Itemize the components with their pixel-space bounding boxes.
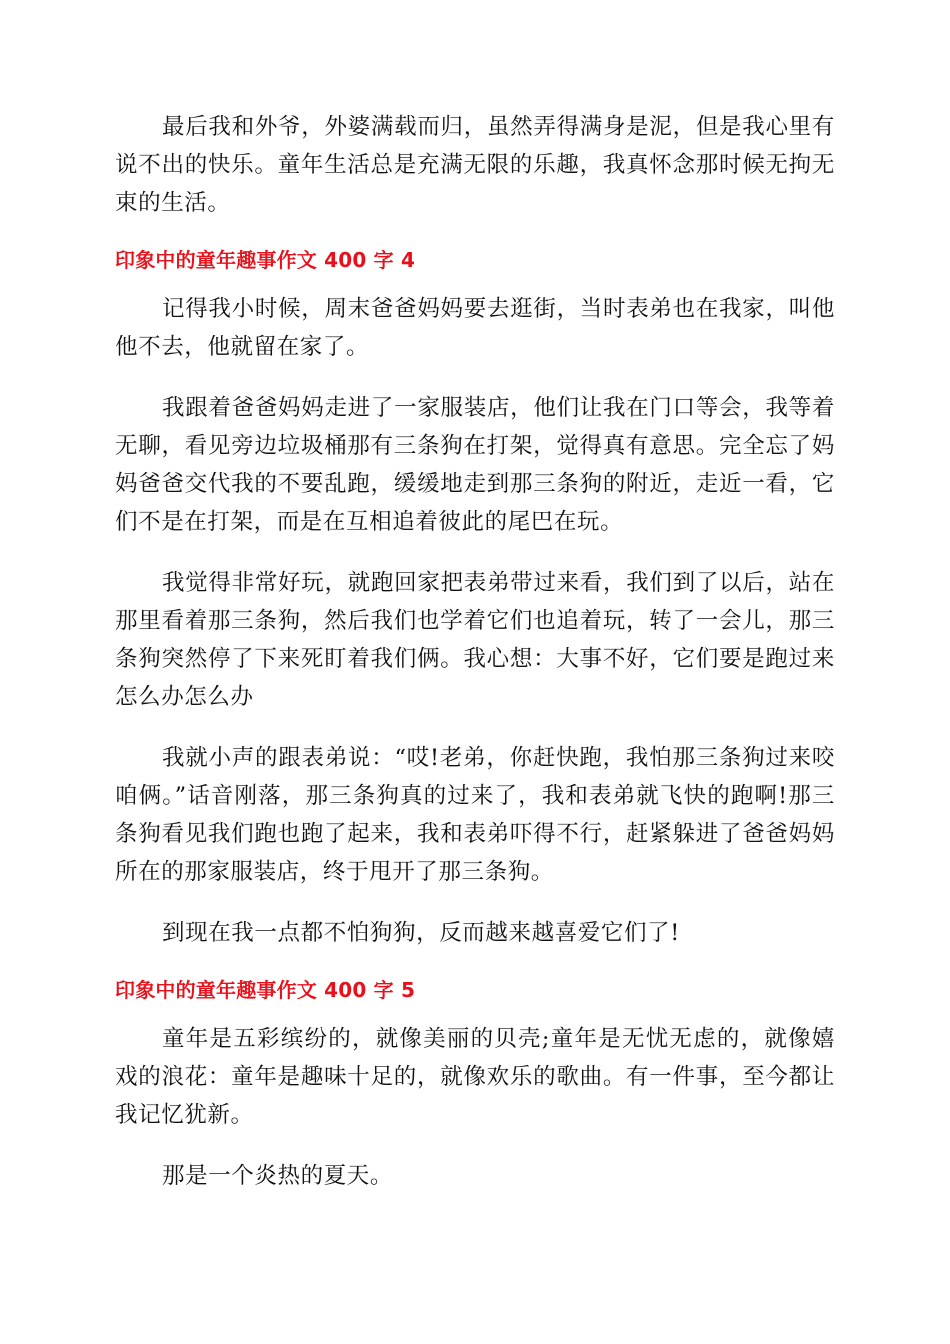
- paragraph: 我觉得非常好玩，就跑回家把表弟带过来看，我们到了以后，站在那里看着那三条狗，然后我们也学着它们也追着玩，转了一会儿，那三条狗突然停了下来死盯着我们俩。我心想：大事不好，它们要是跑过来怎么办怎么办: [115, 570, 835, 710]
- paragraph: 我跟着爸爸妈妈走进了一家服装店，他们让我在门口等会，我等着无聊，看见旁边垃圾桶那有三条狗在打架，觉得真有意思。完全忘了妈妈爸爸交代我的不要乱跑，缓缓地走到那三条狗的附近，走近一看，它们不是在打架，而是在互相追着彼此的尾巴在玩。: [115, 395, 835, 535]
- paragraph: 记得我小时候，周末爸爸妈妈要去逛街，当时表弟也在我家，叫他他不去，他就留在家了。: [115, 296, 835, 360]
- section-heading-4: 印象中的童年趣事作文 400 字 4: [115, 248, 416, 272]
- document-body: [115, 108, 835, 1218]
- paragraph: 我就小声的跟表弟说：“哎!老弟，你赶快跑，我怕那三条狗过来咬咱俩。”话音刚落，那三条狗真的过来了，我和表弟就飞快的跑啊!那三条狗看见我们跑也跑了起来，我和表弟吓得不行，赶紧躲进了爸爸妈妈所在的那家服装店，终于甩开了那三条狗。: [115, 745, 835, 885]
- paragraph: 到现在我一点都不怕狗狗，反而越来越喜爱它们了!: [162, 920, 680, 946]
- paragraph-ending: 最后我和外爷，外婆满载而归，虽然弄得满身是泥，但是我心里有说不出的快乐。童年生活总是充满无限的乐趣，我真怀念那时候无拘无束的生活。: [115, 114, 835, 216]
- paragraph: 那是一个炎热的夏天。: [162, 1163, 394, 1189]
- section-heading-5: 印象中的童年趣事作文 400 字 5: [115, 978, 416, 1002]
- paragraph: 童年是五彩缤纷的，就像美丽的贝壳;童年是无忧无虑的，就像嬉戏的浪花：童年是趣味十足的，就像欢乐的歌曲。有一件事，至今都让我记忆犹新。: [115, 1026, 835, 1128]
